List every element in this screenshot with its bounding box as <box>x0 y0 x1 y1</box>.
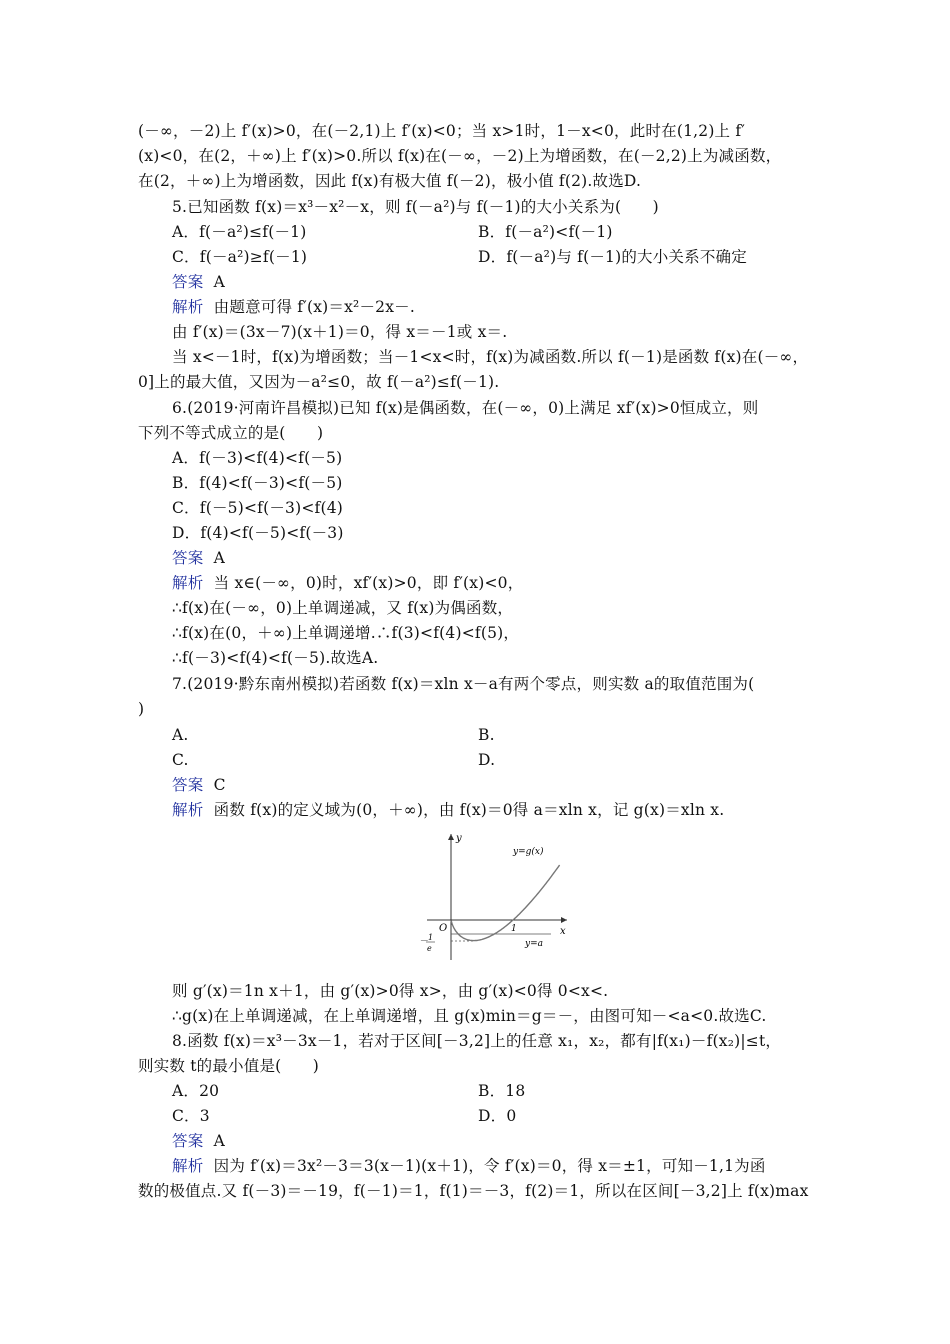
option-b: B．f(4)<f(－3)<f(－5) <box>172 474 343 492</box>
option-a: A. <box>172 726 189 744</box>
analysis-line <box>172 1155 766 1177</box>
answer-value: C <box>213 776 226 794</box>
answer-tag: 答案 <box>172 1132 204 1150</box>
option-a: A．20 <box>172 1082 220 1100</box>
text-line: 0]上的最大值，又因为－a²≤0，故 f(－a²)≤f(－1). <box>138 373 500 391</box>
analysis-tag: 解析 <box>172 574 204 592</box>
tick-one-label: 1 <box>511 924 517 934</box>
curve-g <box>451 865 559 941</box>
text-line: (x)<0，在(2，＋∞)上 f′(x)>0.所以 f(x)在(－∞，－2)上为增函数，在(－2,2)上为减函数， <box>138 147 782 165</box>
option-c: C．f(－5)<f(－3)<f(4) <box>172 499 344 517</box>
option-c: C. <box>172 751 189 769</box>
text-line: 在(2，＋∞)上为增函数，因此 f(x)有极大值 f(－2)，极小值 f(2).故选D. <box>138 172 642 190</box>
option-a: A．f(－3)<f(4)<f(－5) <box>172 449 343 467</box>
option-b: B．f(－a²)<f(－1) <box>478 223 613 241</box>
origin-label: O <box>439 923 448 934</box>
option-d: D．0 <box>478 1107 517 1125</box>
option-b: B. <box>478 726 495 744</box>
y-axis-label: y <box>456 833 462 844</box>
answer-line <box>172 271 225 293</box>
analysis-text: 函数 f(x)的定义域为(0，＋∞)，由 f(x)＝0得 a＝xln x，记 g(x)＝xln x. <box>213 801 725 819</box>
line-a-label: y=a <box>525 939 543 949</box>
question-5-stem: 5.已知函数 f(x)＝x³－x²－x，则 f(－a²)与 f(－1)的大小关系为( ) <box>172 198 659 216</box>
analysis-text: 因为 f′(x)＝3x²－3＝3(x－1)(x＋1)，令 f′(x)＝0，得 x＝±1，可知－1,1为函 <box>213 1157 766 1175</box>
text-line: 由 f′(x)＝(3x－7)(x＋1)＝0，得 x＝－1或 x＝. <box>172 323 508 341</box>
option-b: B．18 <box>478 1082 526 1100</box>
question-8-stem: 8.函数 f(x)＝x³－3x－1，若对于区间[－3,2]上的任意 x₁，x₂，都有|f(x₁)－f(x₂)|≤t， <box>172 1032 782 1050</box>
answer-tag: 答案 <box>172 549 204 567</box>
x-axis-label: x <box>560 926 566 937</box>
text-line: ∴g(x)在上单调递减，在上单调递增，且 g(x)min＝g＝－，由图可知－<a<0.故选C. <box>172 1007 767 1025</box>
analysis-tag: 解析 <box>172 801 204 819</box>
text-line: 则 g′(x)＝1n x＋1，由 g′(x)>0得 x>，由 g′(x)<0得 0<x<. <box>172 982 609 1000</box>
analysis-tag: 解析 <box>172 298 204 316</box>
curve-label: y=g(x) <box>513 847 544 857</box>
min-label-denominator: e <box>427 944 432 953</box>
answer-tag: 答案 <box>172 273 204 291</box>
answer-value: A <box>213 549 226 567</box>
option-d: D．f(－a²)与 f(－1)的大小关系不确定 <box>478 248 747 266</box>
question-7-stem: 7.(2019·黔东南州模拟)若函数 f(x)＝xln x－a有两个零点，则实数 a的取值范围为( <box>172 675 755 693</box>
text-line: ∴f(x)在(0，＋∞)上单调递增.∴f(3)<f(4)<f(5)， <box>172 624 520 642</box>
min-label-numerator: 1 <box>428 933 434 942</box>
answer-tag: 答案 <box>172 776 204 794</box>
text-line: 当 x<－1时，f(x)为增函数；当－1<x<时，f(x)为减函数.所以 f(－1)是函数 f(x)在(－∞， <box>172 348 809 366</box>
option-a: A．f(－a²)≤f(－1) <box>172 223 307 241</box>
min-label-sign: － <box>419 937 429 947</box>
analysis-line <box>172 799 724 821</box>
question-6-stem: 6.(2019·河南许昌模拟)已知 f(x)是偶函数，在(－∞，0)上满足 xf′(x)>0恒成立，则 <box>172 399 759 417</box>
option-d: D．f(4)<f(－5)<f(－3) <box>172 524 344 542</box>
analysis-tag: 解析 <box>172 1157 204 1175</box>
answer-line <box>172 774 226 796</box>
answer-value: A <box>213 273 226 291</box>
answer-value: A <box>213 1132 226 1150</box>
answer-line <box>172 547 225 569</box>
analysis-text: 由题意可得 f′(x)＝x²－2x－. <box>213 298 415 316</box>
text-line: 下列不等式成立的是( ) <box>138 424 324 442</box>
answer-line <box>172 1130 225 1152</box>
option-d: D. <box>478 751 496 769</box>
analysis-line <box>172 296 415 318</box>
analysis-text: 当 x∈(－∞，0)时，xf′(x)>0，即 f′(x)<0， <box>213 574 524 592</box>
text-line: 数的极值点.又 f(－3)＝－19，f(－1)＝1，f(1)＝－3，f(2)＝1，所以在区间[－3,2]上 f(x)max <box>138 1182 809 1200</box>
text-line: ) <box>138 700 145 718</box>
analysis-line <box>172 572 523 594</box>
option-c: C．f(－a²)≥f(－1) <box>172 248 308 266</box>
function-graph-figure <box>405 828 575 963</box>
text-line: 则实数 t的最小值是( ) <box>138 1057 320 1075</box>
option-c: C．3 <box>172 1107 210 1125</box>
text-line: ∴f(x)在(－∞，0)上单调递减，又 f(x)为偶函数， <box>172 599 514 617</box>
text-line: (－∞，－2)上 f′(x)>0，在(－2,1)上 f′(x)<0；当 x>1时，1－x<0，此时在(1,2)上 f′ <box>138 122 746 140</box>
text-line: ∴f(－3)<f(4)<f(－5).故选A. <box>172 649 379 667</box>
